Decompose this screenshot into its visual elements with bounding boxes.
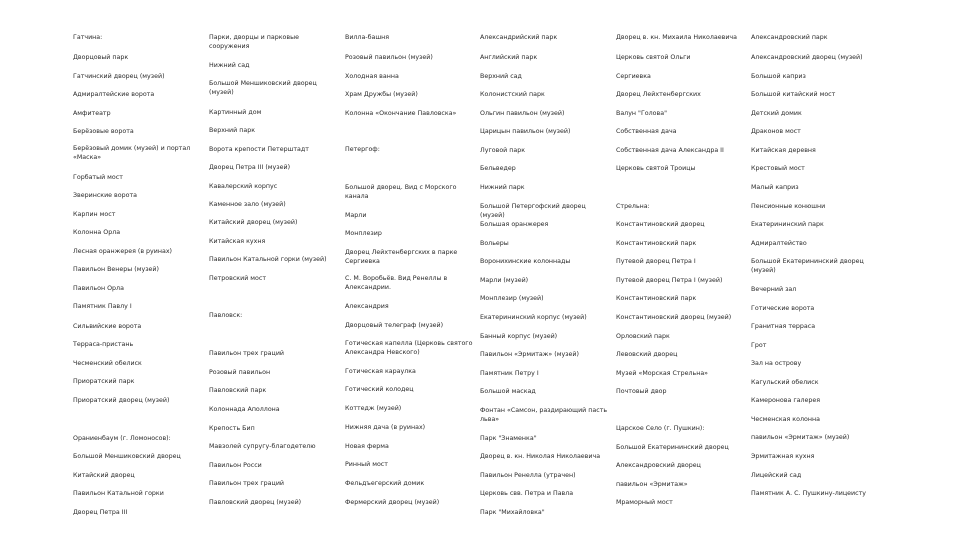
list-item: Музей «Морская Стрельна» [616,370,709,377]
list-item: Павильон Катальной горки [73,490,164,497]
list-item: Гранитная терраса [751,323,816,330]
list-item: Ринный мост [345,461,388,468]
list-item: Петергоф: [345,146,380,153]
list-item: Дворец Петра III (музей) [209,164,291,171]
list-item: Парк "Михайловка" [480,509,545,516]
list-item: Павильон Росси [209,462,262,469]
list-item: Колонистский парк [480,91,545,98]
list-item: Александрийский парк [480,34,558,41]
list-item: Китайский дворец (музей) [209,219,298,226]
list-item: Павильон Венеры (музей) [73,266,159,273]
list-item: Дворец в. кн. Николая Николаевича [480,453,601,460]
list-item: Екатерининский парк [751,221,824,228]
list-item: Большой каприз [751,73,806,80]
list-item: Зверинские ворота [73,192,138,199]
list-item: Павильон Орла [73,285,124,292]
list-item: Константиновский дворец [616,221,705,228]
column-1 [73,0,203,540]
list-item: Царицын павильон (музей) [480,128,571,135]
list-item: Павильон Ренелла (утрачен) [480,472,576,479]
list-item: Большой Екатерининский дворец (музей) [751,258,864,274]
list-item: Орловский парк [616,333,670,340]
list-item: Горбатый мост [73,174,123,181]
list-item: Путевой дворец Петра I (музей) [616,277,723,284]
list-item: Вилла-башня [345,34,390,41]
list-item: Английский парк [480,54,538,61]
list-item: павильон «Эрмитаж» [616,481,688,488]
list-item: Зал на острову [751,360,802,367]
list-item: С. М. Воробьёв. Вид Ренеллы в Александрии. [345,275,448,291]
list-item: Павильон трех граций [209,480,285,487]
list-item: Ворота крепости Петерштадт [209,146,309,153]
list-item: Сергиевка [616,73,651,80]
list-item: Кагульский обелиск [751,379,819,386]
list-item: Александрия [345,303,389,310]
list-item: Кавалерский корпус [209,183,278,190]
list-item: Царское Село (г. Пушкин): [616,425,705,432]
list-item: Церковь святой Ольги [616,54,691,61]
list-item: Павловский дворец (музей) [209,499,302,506]
list-item: Китайский дворец [73,472,135,479]
list-item: Ораниенбаум (г. Ломоносов): [73,435,171,442]
list-item: Константиновский дворец (музей) [616,314,732,321]
list-item: Терраса-пристань [73,341,134,348]
list-item: Холодная ванна [345,73,399,80]
list-item: Парки, дворцы и парковые сооружения [209,34,299,50]
list-item: Нижняя дача (в руинах) [345,424,426,431]
column-2 [209,0,339,540]
list-item: Памятник Павлу I [73,303,132,310]
list-item: Амфитеатр [73,110,111,117]
list-item: Монплезир (музей) [480,295,544,302]
list-item: Банный корпус (музей) [480,333,558,340]
list-item: Большой дворец. Вид с Морского канала [345,184,457,200]
list-item: Константиновский парк [616,240,697,247]
list-item: Пенсионные конюшни [751,203,826,210]
list-item: Большой Екатерининский дворец [616,444,729,451]
list-item: Фонтан «Самсон, раздирающий пасть льва» [480,407,608,423]
list-item: Лицейский сад [751,472,802,479]
list-item: Александровский парк [751,34,828,41]
list-item: Церковь свв. Петра и Павла [480,490,574,497]
list-item: Петровский мост [209,275,267,282]
list-item: Монплезир [345,230,382,237]
list-item: Чесменский обелиск [73,360,142,367]
list-item: Эрмитажная кухня [751,453,815,460]
list-item: Александровский дворец [616,462,701,469]
list-item: Каменное зало (музей) [209,201,286,208]
list-item: Собственная дача [616,128,677,135]
list-item: Большой Меншиковский дворец [73,453,181,460]
list-item: Стрельна: [616,203,650,210]
list-item: Камеронова галерея [751,397,821,404]
list-item: Готический колодец [345,386,414,393]
list-item: Карпин мост [73,211,116,218]
list-item: Большая оранжерея [480,221,549,228]
list-item: Колонна Орла [73,229,121,236]
list-item: Левовский дворец [616,351,678,358]
list-item: Ольгин павильон (музей) [480,110,565,117]
list-item: Дворец Лейхтенбергских в парке Сергиевка [345,249,458,265]
list-item: Дворцовый телеграф (музей) [345,322,444,329]
list-item: Детский домик [751,110,802,117]
list-item: Берёзовые ворота [73,128,134,135]
list-item: Крестовый мост [751,165,805,172]
list-item: Грот [751,342,767,349]
column-6 [751,0,881,540]
list-item: Памятник Петру I [480,370,539,377]
list-item: Гатчина: [73,34,103,41]
list-item: Павловск: [209,312,243,319]
list-item: Фельдъегерский домик [345,480,425,487]
list-item: Чесменская колонна [751,416,820,423]
list-item: Колоннада Аполлона [209,406,280,413]
list-item: Большой Меншиковский дворец (музей) [209,80,317,96]
list-item: Готическая капелла (Церковь святого Александра Невского) [345,340,473,356]
list-item: Марли (музей) [480,277,529,284]
list-item: Екатерининский корпус (музей) [480,314,587,321]
list-item: Дворцовый парк [73,54,129,61]
column-4 [480,0,610,540]
list-item: Дворец в. кн. Михаила Николаевича [616,34,737,41]
list-item: Почтовый двор [616,388,667,395]
list-item: Колонна «Окончание Павловска» [345,110,457,117]
list-item: Мавзолей супругу-благодетелю [209,443,316,450]
list-item: Бельведер [480,165,516,172]
list-item: Павильон трех граций [209,350,285,357]
list-item: Павловский парк [209,387,267,394]
list-item: Берёзовый домик (музей) и портал «Маска» [73,145,191,161]
list-item: Гатчинский дворец (музей) [73,73,165,80]
list-item: Церковь святой Троицы [616,165,696,172]
list-item: Парк "Знаменка" [480,435,537,442]
list-item: Павильон «Эрмитаж» (музей) [480,351,579,358]
list-item: Большой китайский мост [751,91,836,98]
list-item: Дворец Лейхтенбергских [616,91,701,98]
list-item: Путевой дворец Петра I [616,258,696,265]
list-item: Приоратский дворец (музей) [73,397,170,404]
list-item: Большой Петергофский дворец (музей) [480,203,586,219]
list-item: Вечерний зал [751,286,797,293]
list-item: Собственная дача Александра II [616,147,724,154]
column-5 [616,0,746,540]
list-item: Памятник А. С. Пушкину-лицеисту [751,490,866,497]
list-item: Готическая караулка [345,368,416,375]
list-item: Готические ворота [751,305,815,312]
list-item: Розовый павильон (музей) [345,54,433,61]
list-item: Дворец Петра III [73,509,128,516]
column-3 [345,0,475,540]
list-item: Нижний парк [480,184,525,191]
list-item: Верхний парк [209,127,255,134]
list-item: Розовый павильон [209,369,271,376]
list-item: Лесная оранжерея (в руинах) [73,248,173,255]
list-item: Китайская кухня [209,238,266,245]
list-item: Константиновский парк [616,295,697,302]
list-item: Вольеры [480,240,509,247]
list-item: павильон «Эрмитаж» (музей) [751,434,850,441]
list-item: Новая ферма [345,443,389,450]
list-item: Адмиралтейство [751,240,807,247]
list-item: Китайская деревня [751,147,816,154]
list-item: Фермерский дворец (музей) [345,499,440,506]
list-item: Луговой парк [480,147,526,154]
list-item: Большой маскад [480,388,536,395]
list-item: Адмиралтейские ворота [73,91,155,98]
list-item: Верхний сад [480,73,522,80]
list-item: Нижний сад [209,62,250,69]
list-item: Марли [345,212,367,219]
list-item: Александровский дворец (музей) [751,54,863,61]
list-item: Храм Дружбы (музей) [345,91,418,98]
list-item: Мраморный мост [616,499,673,506]
list-item: Сильвийские ворота [73,323,142,330]
list-item: Воронихинские колоннады [480,258,571,265]
list-item: Павильон Катальной горки (музей) [209,256,327,263]
list-item: Картинный дом [209,109,262,116]
list-item: Коттедж (музей) [345,405,402,412]
list-item: Малый каприз [751,184,799,191]
list-item: Приоратский парк [73,378,135,385]
list-item: Драконов мост [751,128,801,135]
list-item: Валун "Голова" [616,110,667,117]
list-item: Крепость Бип [209,425,255,432]
